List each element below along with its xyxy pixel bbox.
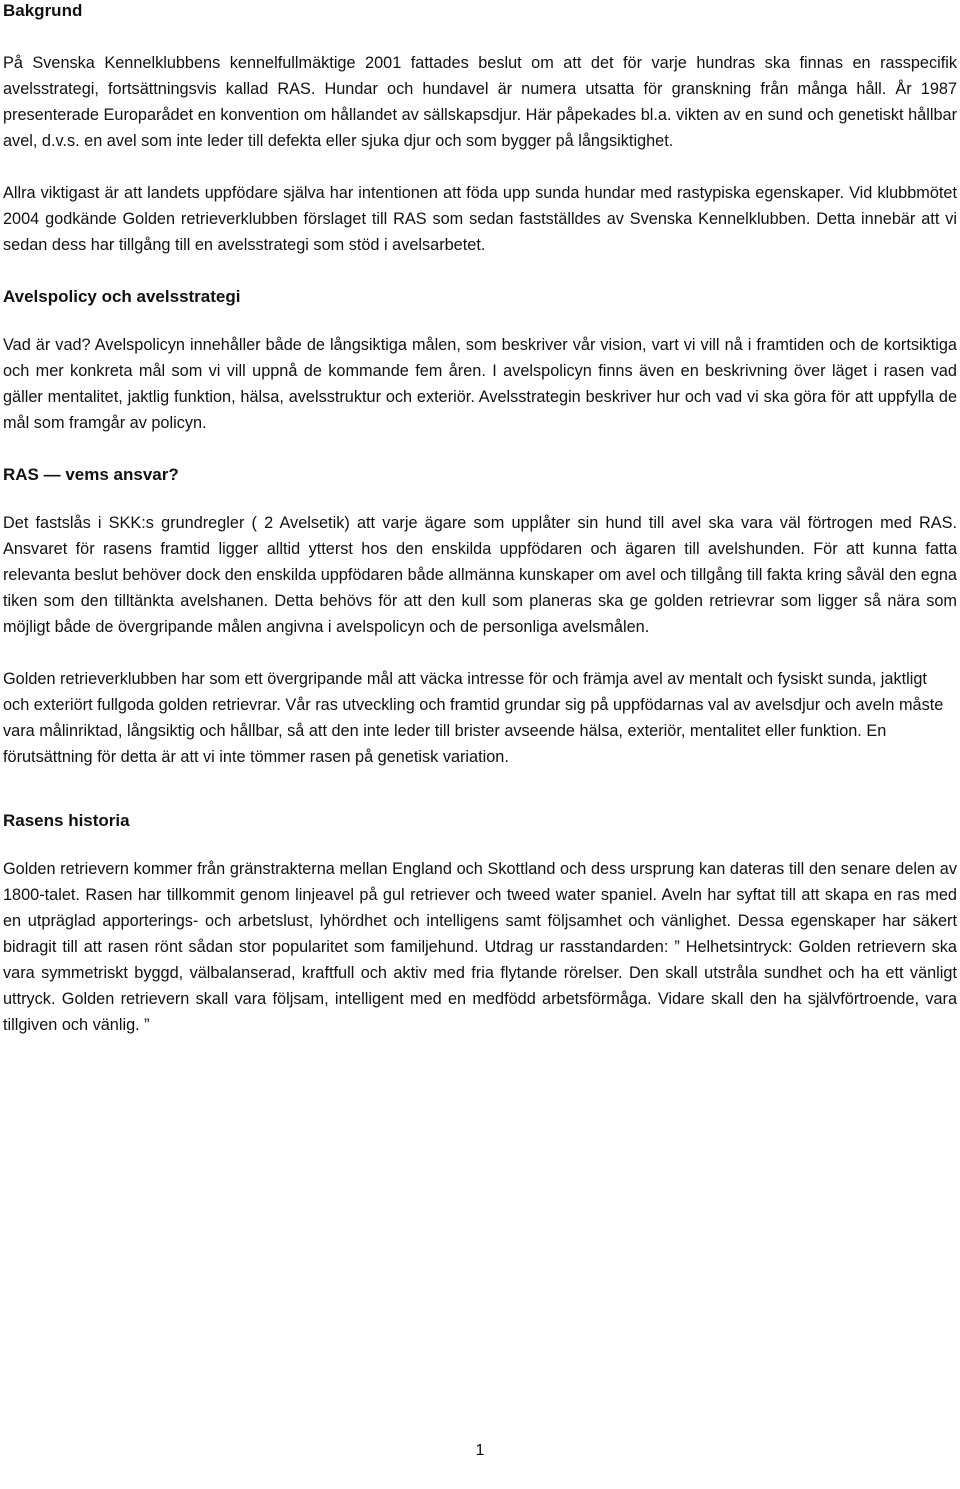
page-number: 1 xyxy=(475,1442,485,1459)
paragraph-ras-ansvar-2: Golden retrieverklubben har som ett övergripande mål att väcka intresse för och främja avel av mentalt och fysiskt sunda, jaktligt och exteriört fullgoda golden retrievrar. Vår ras utveckling och framtid grundar sig på uppfödarnas val av avelsdjur och aveln måste vara målinriktad, långsiktig och hållbar, så att den inte leder till brister avseende hälsa, exteriör, mentalitet eller funktion. En förutsättning för detta är att vi inte tömmer rasen på genetisk variation. xyxy=(3,670,944,766)
paragraph-historia-1: Golden retrievern kommer från gränstrakterna mellan England och Skottland och dess ursprung kan dateras till den senare delen av 1800-talet. Rasen har tillkommit genom linjeavel på gul retriever och tweed water spaniel. Aveln har syftat till att skapa en ras med en utpräglad apporterings- och arbetslust, lyhördhet och intelligens samt följsamhet och vänlighet. Dessa egenskaper har säkert bidragit till att rasen rönt sådan stor popularitet som familjehund. Utdrag ur rasstandarden: ” Helhetsintryck: Golden retrievern ska vara symmetriskt byggd, välbalanserad, kraftfull och aktiv med fria flytande rörelser. Den skall utstråla sundhet och ha ett vänligt uttryck. Golden retrievern skall vara följsam, intelligent med en medfödd arbetsförmåga. Vidare skall den ha självförtroende, vara tillgiven och vänlig. ” xyxy=(3,860,957,1034)
document-content xyxy=(3,0,957,1038)
paragraph-ras-ansvar-1: Det fastslås i SKK:s grundregler ( 2 Avelsetik) att varje ägare som upplåter sin hund till avel ska vara väl förtrogen med RAS. Ansvaret för rasens framtid ligger alltid ytterst hos den enskilda uppfödaren och ägaren till avelshunden. För att kunna fatta relevanta beslut behöver dock den enskilda uppfödaren både allmänna kunskaper om avel och tillgång till fakta kring såväl den egna tiken som den tilltänkta avelshanen. Detta behövs för att den kull som planeras ska ge golden retrievrar som ligger så nära som möjligt både de övergripande målen angivna i avelspolicyn och de personliga avelsmålen. xyxy=(3,514,957,636)
paragraph-bakgrund-2: Allra viktigast är att landets uppfödare själva har intentionen att föda upp sunda hundar med rastypiska egenskaper. Vid klubbmötet 2004 godkände Golden retrieverklubben förslaget till RAS som sedan fastställdes av Svenska Kennelklubben. Detta innebär att vi sedan dess har tillgång till en avelsstrategi som stöd i avelsarbetet. xyxy=(3,184,957,254)
heading-ras-ansvar: RAS — vems ansvar? xyxy=(3,465,179,484)
paragraph-bakgrund-1: På Svenska Kennelklubbens kennelfullmäktige 2001 fattades beslut om att det för varje hundras ska finnas en rasspecifik avelsstrategi, fortsättningsvis kallad RAS. Hundar och hundavel är numera utsatta för granskning från många håll. År 1987 presenterade Europarådet en konvention om hållandet av sällskapsdjur. Här påpekades bl.a. vikten av en sund och genetiskt hållbar avel, d.v.s. en avel som inte leder till defekta eller sjuka djur och som bygger på långsiktighet. xyxy=(3,54,957,150)
heading-bakgrund: Bakgrund xyxy=(3,1,83,20)
heading-historia: Rasens historia xyxy=(3,811,130,830)
paragraph-avelspolicy-1: Vad är vad? Avelspolicyn innehåller både de långsiktiga målen, som beskriver vår vision, vart vi vill nå i framtiden och de kortsiktiga och mer konkreta mål som vi vill uppnå de kommande fem åren. I avelspolicyn finns även en beskrivning över läget i rasen vad gäller mentalitet, jaktlig funktion, hälsa, avelsstruktur och exteriör. Avelsstrategin beskriver hur och vad vi ska göra för att uppfylla de mål som framgår av policyn. xyxy=(3,336,957,432)
heading-avelspolicy: Avelspolicy och avelsstrategi xyxy=(3,287,241,306)
